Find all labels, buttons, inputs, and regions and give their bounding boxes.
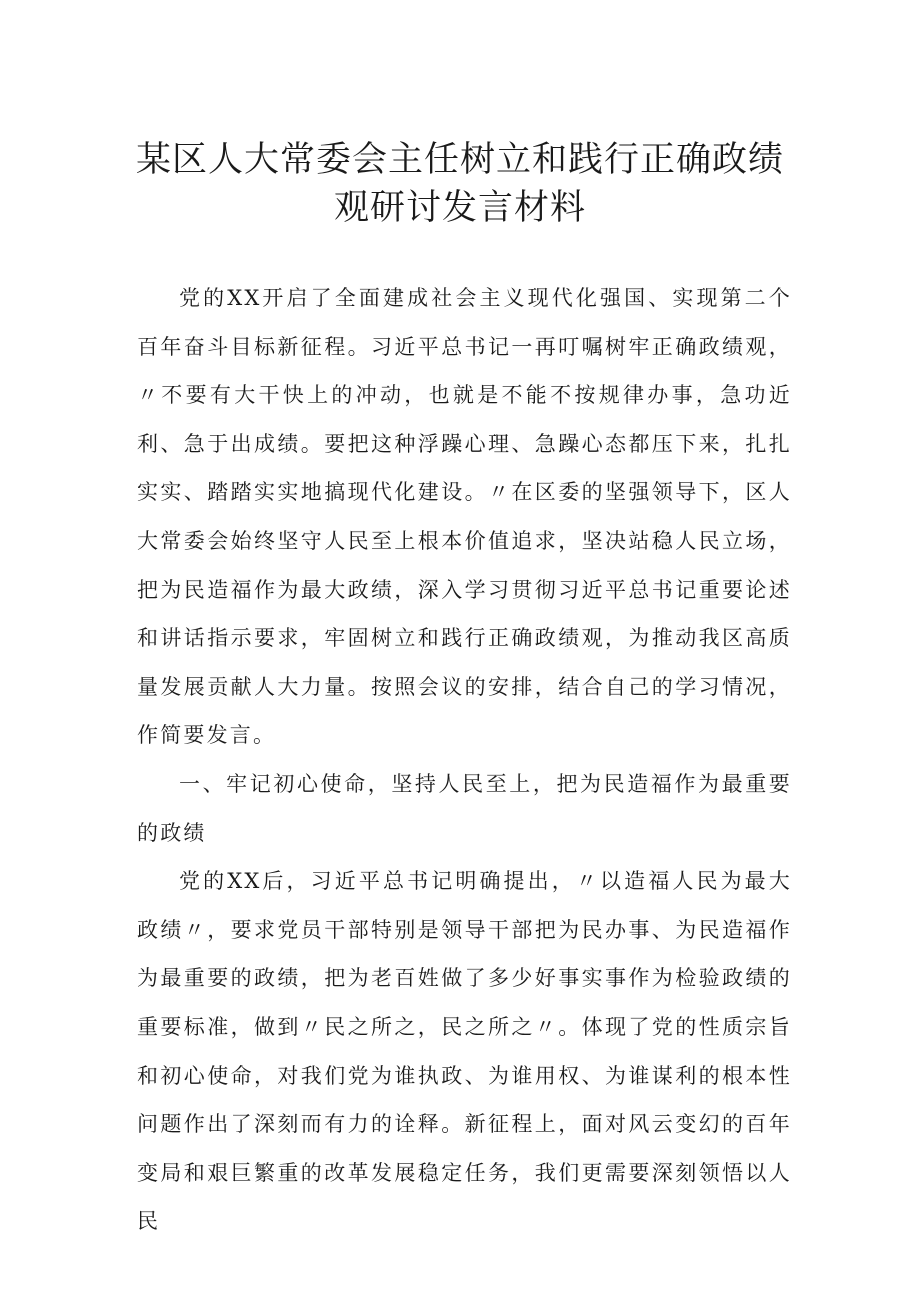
paragraph-intro: 党的XX开启了全面建成社会主义现代化强国、实现第二个百年奋斗目标新征程。习近平总书记一再叮嘱树牢正确政绩观，〃不要有大干快上的冲动，也就是不能不按规律办事，急功近利、急于出成绩。要把这种浮躁心理、急躁心态都压下来，扎扎实实、踏踏实实地搞现代化建设。〃在区委的坚强领导下，区人大常委会始终坚守人民至上根本价值追求，坚决站稳人民立场，把为民造福作为最大政绩，深入学习贯彻习近平总书记重要论述和讲话指示要求，牢固树立和践行正确政绩观，为推动我区高质量发展贡献人大力量。按照会议的安排，结合自己的学习情况，作简要发言。	[137, 286, 792, 748]
document-title-line-2: 观研讨发言材料	[333, 188, 586, 228]
paragraph-section-1: 党的XX后，习近平总书记明确提出，〃以造福人民为最大政绩〃，要求党员干部特别是领导干部把为民办事、为民造福作为最重要的政绩，把为老百姓做了多少好事实事作为检验政绩的重要标准，做到〃民之所之，民之所之〃。体现了党的性质宗旨和初心使命，对我们党为谁执政、为谁用权、为谁谋利的根本性问题作出了深刻而有力的诠释。新征程上，面对风云变幻的百年变局和艰巨繁重的改革发展稳定任务，我们更需要深刻领悟以人民	[137, 869, 792, 1234]
document-title-line-1: 某区人大常委会主任树立和践行正确政绩	[135, 140, 784, 180]
section-heading-1: 一、牢记初心使命，坚持人民至上，把为民造福作为最重要的政绩	[137, 771, 792, 845]
document-body	[137, 274, 792, 1246]
